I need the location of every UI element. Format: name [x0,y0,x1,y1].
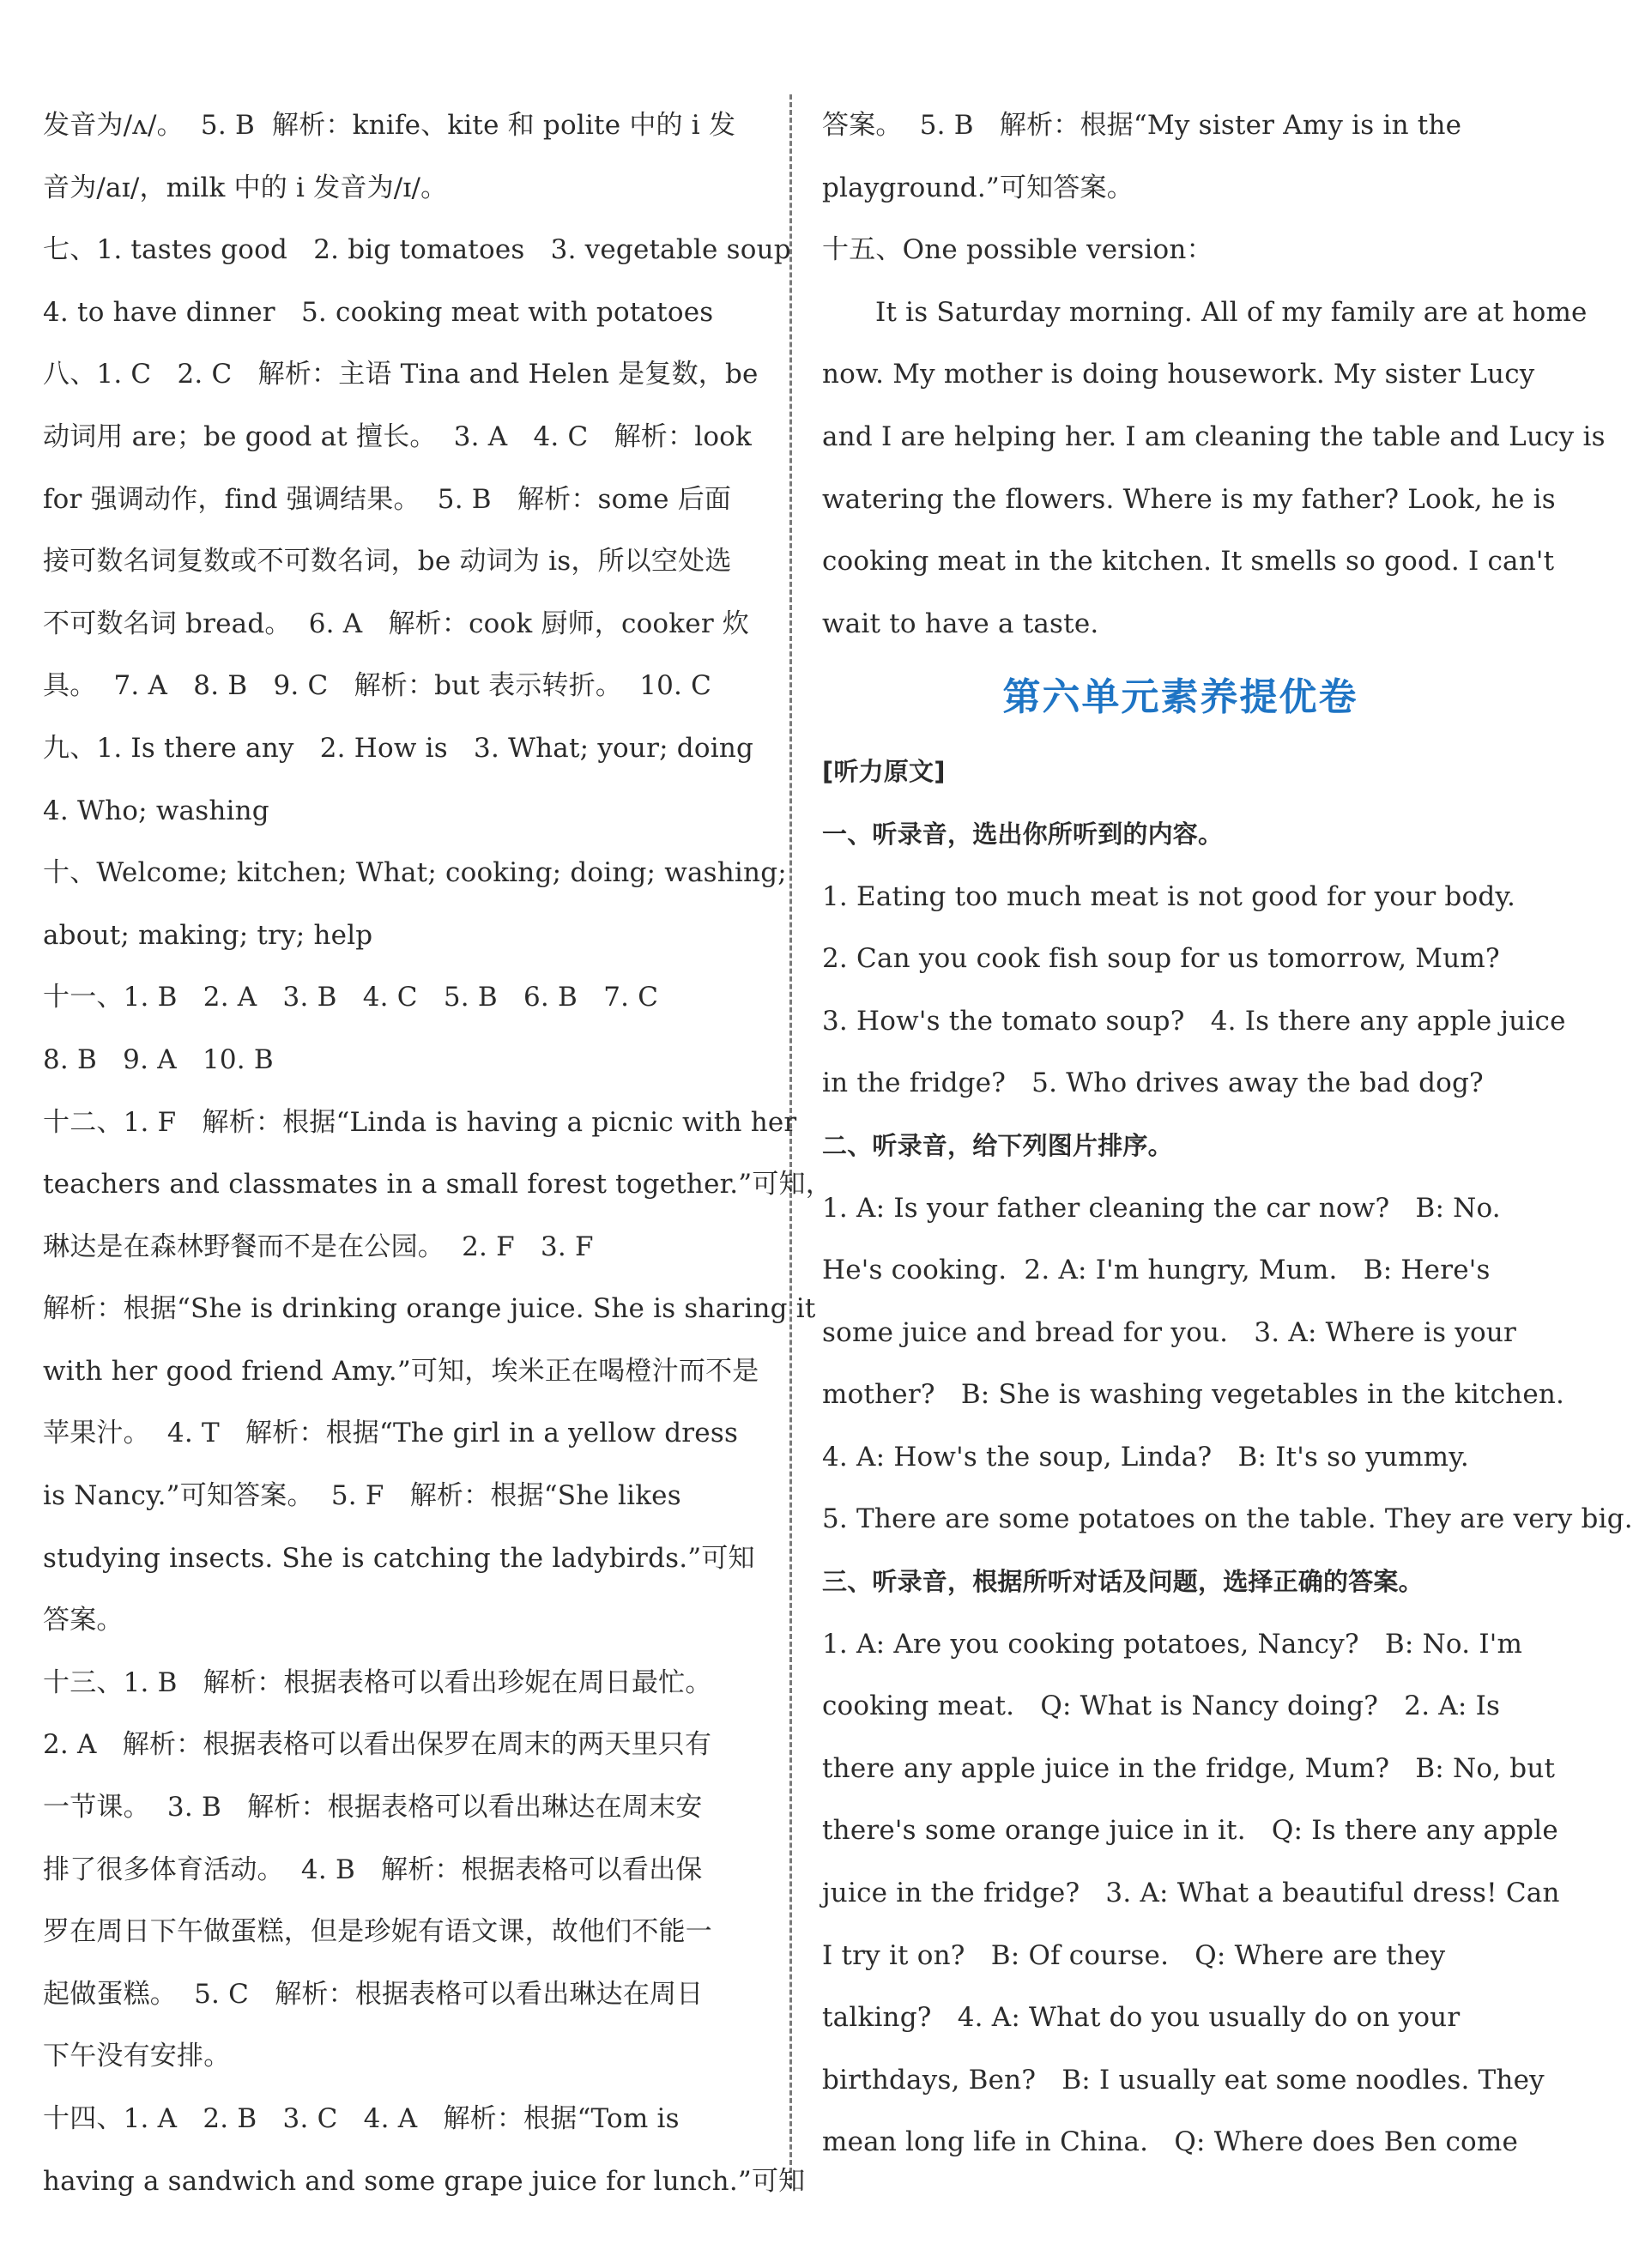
part3-heading: 三、听录音，根据所听对话及问题，选择正确的答案。 [822,1567,1424,1597]
answer-line: 十、Welcome; kitchen; What; cooking; doing; washing; [43,857,787,889]
essay-line: It is Saturday morning. All of my family are at home [875,296,1588,328]
listening-line: He's cooking. 2. A: I'm hungry, Mum. B: Here's [822,1255,1491,1286]
answer-line: 十五、One possible version： [822,234,1213,266]
answer-line: 七、1. tastes good 2. big tomatoes 3. vegetable soup [43,234,791,266]
answer-line: 4. Who; washing [43,795,269,826]
unit-six-title: 第六单元素养提优卷 [1002,675,1358,720]
answer-line: 一节课。 3. B 解析：根据表格可以看出琳达在周末安 [43,1792,703,1823]
answer-line: 发音为/ʌ/。 5. B 解析：knife、kite 和 polite 中的 i 发 [43,110,736,141]
answer-line: is Nancy.”可知答案。 5. F 解析：根据“She likes [43,1480,681,1512]
answer-line: 苹果汁。 4. T 解析：根据“The girl in a yellow dress [43,1418,739,1449]
listening-line: 3. How's the tomato soup? 4. Is there any apple juice [822,1005,1566,1037]
listening-line: there any apple juice in the fridge, Mum? B: No, but [822,1752,1556,1784]
answer-line: 具。 7. A 8. B 9. C 解析：but 表示转折。 10. C [43,670,712,702]
answer-line: 罗在周日下午做蛋糕，但是珍妮有语文课，故他们不能一 [43,1916,712,1948]
answer-line: 八、1. C 2. C 解析：主语 Tina and Helen 是复数，be [43,359,759,390]
answer-line: studying insects. She is catching the ladybirds.”可知 [43,1542,755,1574]
answer-line: 十三、1. B 解析：根据表格可以看出珍妮在周日最忙。 [43,1666,712,1698]
answer-line: with her good friend Amy.”可知，埃米正在喝橙汁而不是 [43,1355,759,1387]
listening-line: 1. A: Are you cooking potatoes, Nancy? B: No. I'm [822,1628,1523,1660]
part1-heading: 一、听录音，选出你所听到的内容。 [822,819,1224,849]
listening-line: 2. Can you cook fish soup for us tomorrow, Mum? [822,943,1500,975]
answer-line: 答案。 5. B 解析：根据“My sister Amy is in the [822,110,1462,141]
answer-line: about; making; try; help [43,919,373,951]
answer-line: 十二、1. F 解析：根据“Linda is having a picnic with her [43,1106,797,1138]
listening-line: 5. There are some potatoes on the table. They are very big. [822,1503,1633,1535]
answer-line: 十四、1. A 2. B 3. C 4. A 解析：根据“Tom is [43,2103,680,2134]
listening-line: I try it on? B: Of course. Q: Where are they [822,1939,1446,1971]
answer-line: 排了很多体育活动。 4. B 解析：根据表格可以看出保 [43,1854,703,1885]
answer-line: 4. to have dinner 5. cooking meat with potatoes [43,296,714,328]
answer-line: 8. B 9. A 10. B [43,1043,274,1075]
listening-line: mean long life in China. Q: Where does Ben come [822,2126,1519,2158]
answer-line: 解析：根据“She is drinking orange juice. She is sharing it [43,1293,816,1325]
answer-line: for 强调动作，find 强调结果。 5. B 解析：some 后面 [43,483,732,515]
listening-line: 1. Eating too much meat is not good for your body. [822,880,1516,912]
left-column [43,94,832,2212]
listening-line: there's some orange juice in it. Q: Is there any apple [822,1815,1558,1847]
answer-line: 琳达是在森林野餐而不是在公园。 2. F 3. F [43,1231,594,1262]
answer-line: 动词用 are；be good at 擅长。 3. A 4. C 解析：look [43,420,753,452]
listening-line: juice in the fridge? 3. A: What a beautiful dress! Can [822,1878,1560,1909]
essay-line: now. My mother is doing housework. My sister Lucy [822,359,1535,390]
listening-line: cooking meat. Q: What is Nancy doing? 2. A: Is [822,1690,1501,1722]
right-column [822,94,1633,2174]
answer-line: 答案。 [43,1605,124,1636]
listening-line: birthdays, Ben? B: I usually eat some noodles. They [822,2064,1545,2096]
essay-line: watering the flowers. Where is my father? Look, he is [822,483,1556,515]
listening-line: in the fridge? 5. Who drives away the bad dog? [822,1067,1484,1099]
answer-line: 九、1. Is there any 2. How is 3. What; your; doing [43,732,754,764]
listening-line: talking? 4. A: What do you usually do on your [822,2002,1461,2034]
answer-line: having a sandwich and some grape juice for lunch.”可知 [43,2165,806,2197]
answer-line: 下午没有安排。 [43,2041,231,2072]
essay-line: and I are helping her. I am cleaning the table and Lucy is [822,420,1606,452]
part2-heading: 二、听录音，给下列图片排序。 [822,1130,1173,1160]
answer-line: 十一、1. B 2. A 3. B 4. C 5. B 6. B 7. C [43,982,659,1013]
answer-line: 接可数名词复数或不可数名词，be 动词为 is，所以空处选 [43,546,732,578]
column-divider [789,94,794,2188]
essay-line: wait to have a taste. [822,608,1099,639]
listening-line: mother? B: She is washing vegetables in the kitchen. [822,1379,1565,1411]
answer-line: 不可数名词 bread。 6. A 解析：cook 厨师，cooker 炊 [43,608,750,639]
listening-line: some juice and bread for you. 3. A: Where is your [822,1316,1517,1348]
listening-line: 1. A: Is your father cleaning the car now? B: No. [822,1192,1501,1224]
listening-line: 4. A: How's the soup, Linda? B: It's so yummy. [822,1441,1469,1473]
listening-label: [听力原文] [822,757,946,787]
answer-line: playground.”可知答案。 [822,172,1134,203]
essay-line: cooking meat in the kitchen. It smells so good. I can't [822,546,1555,578]
answer-line: teachers and classmates in a small forest together.”可知， [43,1169,832,1201]
answer-line: 音为/aɪ/，milk 中的 i 发音为/ɪ/。 [43,172,448,203]
answer-line: 2. A 解析：根据表格可以看出保罗在周末的两天里只有 [43,1729,712,1761]
answer-line: 起做蛋糕。 5. C 解析：根据表格可以看出琳达在周日 [43,1978,704,2010]
